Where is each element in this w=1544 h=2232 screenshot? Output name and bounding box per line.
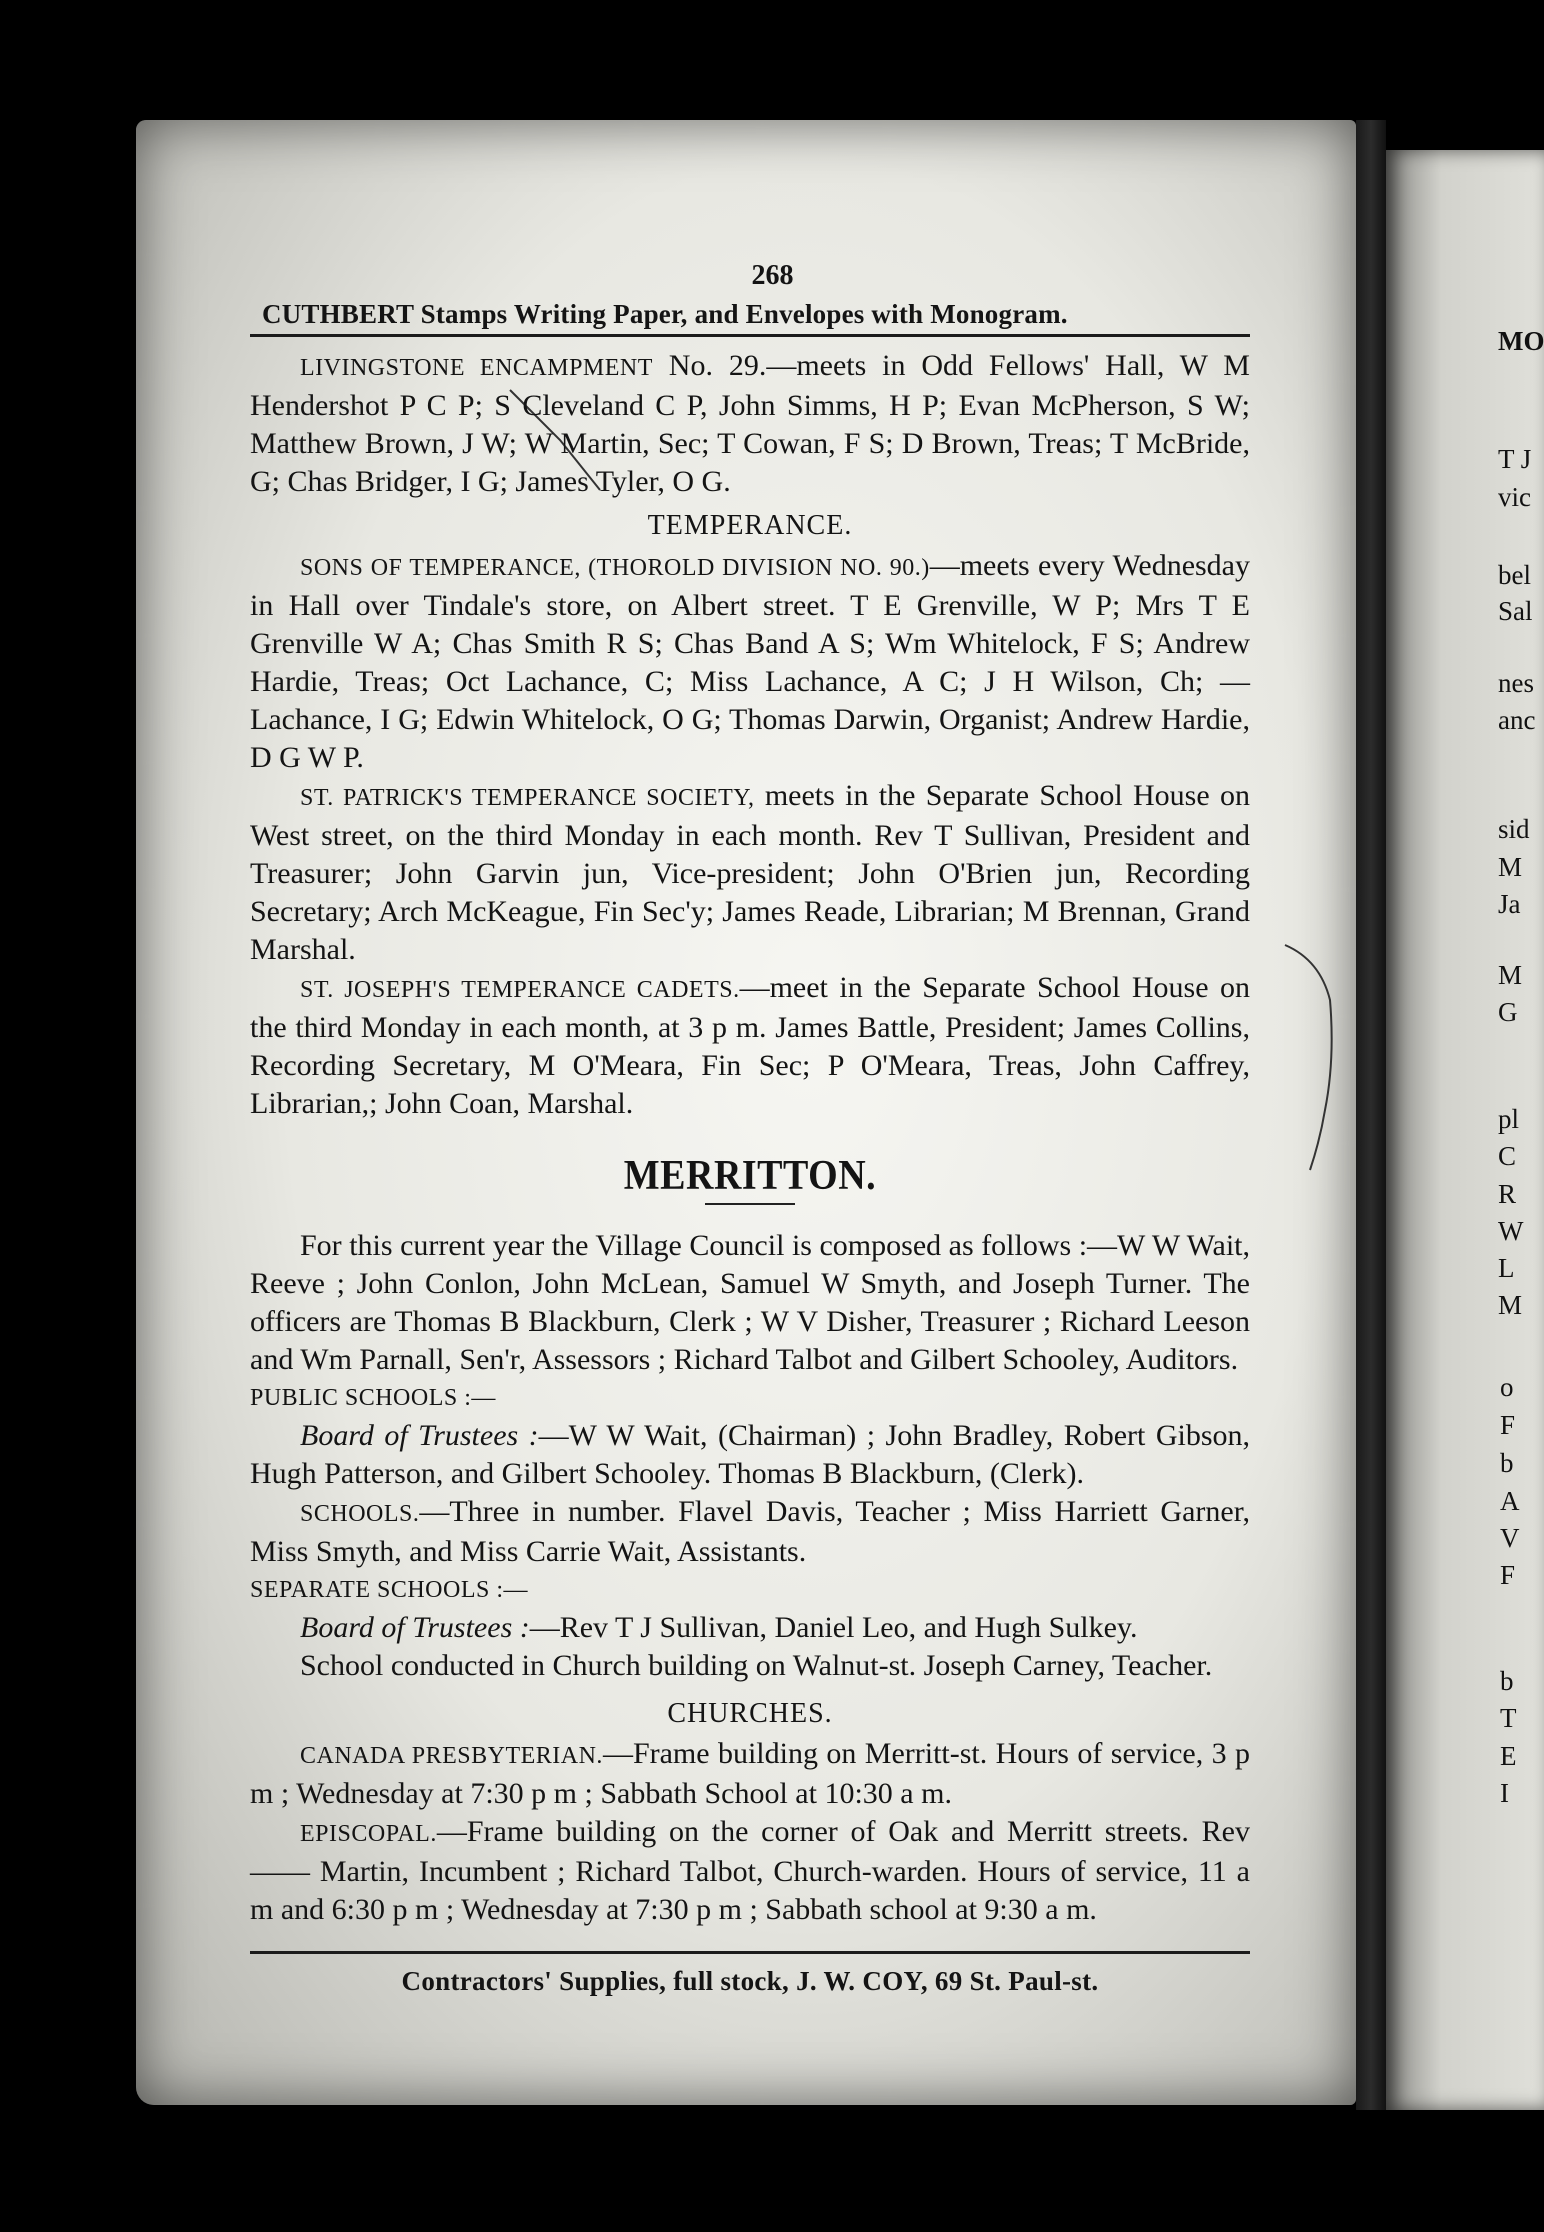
board-entry: [250, 1417, 1250, 1493]
facing-fragment: MO: [1498, 326, 1544, 356]
facing-fragment: bel: [1498, 560, 1531, 590]
facing-fragment: L: [1498, 1253, 1515, 1283]
page-number: 268: [751, 260, 794, 291]
entry-text: —Three in number. Flavel Davis, Teacher ; Miss Harriett Garner, Miss Smyth, and Miss Carrie Wait, Assistants.: [250, 1495, 1250, 1568]
book-gutter: [1356, 120, 1386, 2110]
entry-text: meets in the Separate School House on West street, on the third Monday in each month. Rev T Sullivan, President and Treasurer; John Garvin jun, Vice-president; John O'Brien jun, Recording Secretary; Arch McKeague, Fin Sec'y; James Reade, Librarian; M Brennan, Grand Marshal.: [250, 779, 1250, 966]
facing-fragment: Ja: [1498, 889, 1521, 919]
facing-fragment: nes: [1498, 668, 1534, 698]
temperance-entry: [250, 777, 1250, 969]
place-heading-merritton: MERRITTON.: [623, 1152, 877, 1200]
subhead-separate-schools: SEPARATE SCHOOLS :—: [250, 1577, 529, 1603]
facing-fragment: V: [1500, 1523, 1520, 1553]
facing-fragment: anc: [1498, 705, 1536, 735]
entry-text: —Frame building on the corner of Oak and Merritt streets. Rev —— Martin, Incumbent ; Richard Talbot, Church-warden. Hours of service, 11 a m and 6:30 p m ; Wednesday at 7:30 p m ; Sabbath school at 9:30 a m.: [250, 1815, 1250, 1926]
entry-text: —Frame building on Merritt-st. Hours of service, 3 p m ; Wednesday at 7:30 p m ; Sabbath School at 10:30 a m.: [250, 1737, 1251, 1810]
schools-entry: [250, 1493, 1250, 1571]
board-entry: [250, 1609, 1250, 1647]
entry-lead: SONS OF TEMPERANCE, (THOROLD DIVISION NO. 90.): [300, 555, 930, 581]
facing-fragment: C: [1498, 1141, 1517, 1171]
lodge-entry: [250, 347, 1250, 501]
entry-lead: CANADA PRESBYTERIAN.: [300, 1743, 603, 1769]
facing-fragment: b: [1500, 1448, 1514, 1478]
church-entry: [250, 1813, 1250, 1929]
footer-rule: [250, 1951, 1250, 1954]
facing-fragment: Sal: [1498, 596, 1533, 626]
facing-page-edge: [1386, 150, 1544, 2110]
church-entry: [250, 1735, 1250, 1813]
temperance-entry: [250, 969, 1250, 1123]
temperance-entry: [250, 547, 1250, 777]
facing-fragment: F: [1500, 1410, 1516, 1440]
facing-fragment: pl: [1498, 1104, 1520, 1134]
entry-lead: SCHOOLS.: [300, 1501, 420, 1527]
board-text: —Rev T J Sullivan, Daniel Leo, and Hugh Sulkey.: [529, 1611, 1138, 1644]
entry-lead: LIVINGSTONE ENCAMPMENT: [300, 355, 653, 381]
facing-fragment: b: [1500, 1666, 1514, 1696]
entry-text: —meet in the Separate School House on the third Monday in each month, at 3 p m. James Battle, President; James Collins, Recording Secretary, M O'Meara, Fin Sec; P O'Meara, Treas, John Caffrey, Librarian,; John Coan, Marshal.: [250, 971, 1250, 1120]
page-text: [250, 258, 1250, 2000]
section-heading-churches: CHURCHES.: [667, 1698, 833, 1729]
entry-lead: EPISCOPAL.: [300, 1821, 437, 1847]
facing-fragment: F: [1500, 1560, 1516, 1590]
running-head: CUTHBERT Stamps Writing Paper, and Envelopes with Monogram.: [250, 294, 1250, 337]
facing-fragment: T J: [1498, 444, 1532, 474]
facing-fragment: W: [1498, 1216, 1524, 1246]
facing-fragment: sid: [1498, 814, 1530, 844]
board-label: Board of Trustees :: [300, 1419, 539, 1452]
facing-fragment: M: [1498, 1290, 1523, 1320]
facing-fragment: E: [1500, 1741, 1517, 1771]
entry-text: No. 29.—meets in Odd Fellows' Hall, W M Hendershot P C P; S Cleveland C P, John Simms, H P; Evan McPherson, S W; Matthew Brown, J W; W Martin, Sec; T Cowan, F S; D Brown, Treas; T McBride, G; Chas Bridger, I G; James Tyler, O G.: [250, 349, 1250, 498]
section-heading-temperance: TEMPERANCE.: [647, 510, 853, 541]
facing-fragment: T: [1500, 1703, 1517, 1733]
facing-fragment: G: [1498, 997, 1518, 1027]
facing-fragment: I: [1500, 1778, 1509, 1808]
facing-fragment: M: [1498, 852, 1523, 882]
entry-lead: ST. JOSEPH'S TEMPERANCE CADETS.: [300, 977, 740, 1003]
subhead-public-schools: PUBLIC SCHOOLS :—: [250, 1385, 496, 1411]
footer-advertisement: Contractors' Supplies, full stock, J. W. COY, 69 St. Paul-st.: [401, 1966, 1099, 1996]
board-text: —W W Wait, (Chairman) ; John Bradley, Robert Gibson, Hugh Patterson, and Gilbert Schooley. Thomas B Blackburn, (Clerk).: [250, 1419, 1250, 1490]
facing-fragment: A: [1500, 1486, 1520, 1516]
heading-rule: [705, 1203, 795, 1205]
facing-fragment: o: [1500, 1372, 1514, 1402]
council-entry: For this current year the Village Council is composed as follows :—W W Wait, Reeve ; John Conlon, John McLean, Samuel W Smyth, and Joseph Turner. The officers are Thomas B Blackburn, Clerk ; W V Disher, Treasurer ; Richard Leeson and Wm Parnall, Sen'r, Assessors ; Richard Talbot and Gilbert Schooley, Auditors.: [250, 1229, 1250, 1376]
board-label: Board of Trustees :: [300, 1611, 530, 1644]
facing-fragment: vic: [1498, 482, 1531, 512]
entry-lead: ST. PATRICK'S TEMPERANCE SOCIETY,: [300, 785, 755, 811]
facing-fragment: R: [1498, 1179, 1517, 1209]
entry-text: —meets every Wednesday in Hall over Tindale's store, on Albert street. T E Grenville, W P; Mrs T E Grenville W A; Chas Smith R S; Chas Band A S; Wm Whitelock, F S; Andrew Hardie, Treas; Oct Lachance, C; Miss Lachance, A C; J H Wilson, Ch; — Lachance, I G; Edwin Whitelock, O G; Thomas Darwin, Organist; Andrew Hardie, D G W P.: [250, 549, 1250, 774]
school-note: School conducted in Church building on Walnut-st. Joseph Carney, Teacher.: [300, 1649, 1213, 1682]
facing-fragment: M: [1498, 960, 1523, 990]
